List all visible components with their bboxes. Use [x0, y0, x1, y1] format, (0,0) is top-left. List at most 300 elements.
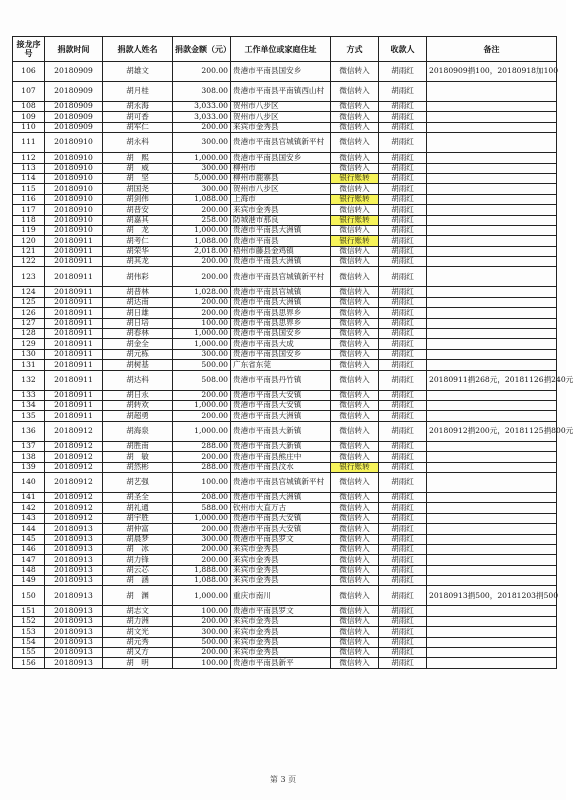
- cell-name: 胡其龙: [103, 257, 173, 267]
- table-row: [13, 153, 557, 163]
- table-row: [13, 534, 557, 544]
- cell-name: 胡可香: [103, 112, 173, 122]
- cell-method: 微信转入: [331, 400, 379, 410]
- header-receiver: 收款人: [379, 37, 427, 62]
- table-body: [13, 62, 573, 669]
- cell-address: 贵港市平南县大洲镇: [231, 411, 331, 421]
- cell-address: 贵港市平南县国安乡: [231, 329, 331, 339]
- table-row: [13, 133, 557, 153]
- cell-method: 微信转入: [331, 297, 379, 307]
- cell-address: 贵港市平南县丹竹镇: [231, 370, 331, 390]
- cell-receiver: 胡雨红: [379, 236, 427, 246]
- table-row: [13, 544, 557, 554]
- cell-no: 149: [13, 576, 45, 586]
- cell-amount: 500.00: [173, 637, 231, 647]
- cell-address: 贺州市八步区: [231, 112, 331, 122]
- cell-date: 20180910: [45, 215, 103, 225]
- cell-note: [427, 133, 557, 153]
- cell-note: [427, 555, 557, 565]
- cell-date: 20180911: [45, 318, 103, 328]
- table-row: [13, 616, 557, 626]
- cell-date: 20180911: [45, 236, 103, 246]
- table-row: [13, 421, 557, 441]
- cell-note: [427, 534, 557, 544]
- cell-method: 微信转入: [331, 555, 379, 565]
- cell-note: 20180913捐500，20181203捐500: [427, 586, 557, 606]
- cell-name: 胡 敏: [103, 452, 173, 462]
- cell-amount: 200.00: [173, 390, 231, 400]
- cell-receiver: 胡雨红: [379, 308, 427, 318]
- cell-amount: 200.00: [173, 257, 231, 267]
- cell-name: 胡海泉: [103, 421, 173, 441]
- cell-name: 胡 龙: [103, 225, 173, 235]
- table-row: [13, 173, 557, 183]
- cell-name: 胡晨梦: [103, 534, 173, 544]
- cell-method: 银行账转: [331, 173, 379, 183]
- cell-address: 广东省东莞: [231, 360, 331, 370]
- cell-address: 贵港市平南县官城镇新平村: [231, 133, 331, 153]
- cell-receiver: 胡雨红: [379, 462, 427, 472]
- cell-method: 微信转入: [331, 360, 379, 370]
- cell-no: 115: [13, 184, 45, 194]
- cell-receiver: 胡雨红: [379, 555, 427, 565]
- table-row: [13, 513, 557, 523]
- cell-name: 胡剑伟: [103, 194, 173, 204]
- cell-amount: 300.00: [173, 534, 231, 544]
- table-row: [13, 308, 557, 318]
- cell-amount: 3,033.00: [173, 102, 231, 112]
- cell-date: 20180913: [45, 637, 103, 647]
- cell-receiver: 胡雨红: [379, 62, 427, 82]
- cell-note: [427, 390, 557, 400]
- cell-name: 胡 威: [103, 163, 173, 173]
- cell-amount: 100.00: [173, 318, 231, 328]
- cell-amount: 200.00: [173, 616, 231, 626]
- cell-receiver: 胡雨红: [379, 329, 427, 339]
- table-row: [13, 194, 557, 204]
- cell-receiver: 胡雨红: [379, 297, 427, 307]
- cell-note: [427, 360, 557, 370]
- cell-address: 贵港市平南县大新镇: [231, 421, 331, 441]
- cell-note: [427, 184, 557, 194]
- cell-method: 微信转入: [331, 616, 379, 626]
- cell-no: 139: [13, 462, 45, 472]
- cell-address: 重庆市南川: [231, 586, 331, 606]
- cell-receiver: 胡雨红: [379, 194, 427, 204]
- cell-date: 20180912: [45, 492, 103, 502]
- cell-note: [427, 194, 557, 204]
- cell-note: [427, 102, 557, 112]
- cell-receiver: 胡雨红: [379, 534, 427, 544]
- cell-method: 微信转入: [331, 62, 379, 82]
- cell-address: 贵港市平南县国安乡: [231, 62, 331, 82]
- cell-no: 153: [13, 627, 45, 637]
- cell-no: 124: [13, 287, 45, 297]
- cell-address: 贵港市平南县大安镇: [231, 400, 331, 410]
- cell-amount: 100.00: [173, 472, 231, 492]
- cell-address: 贵港市平南县官城镇新平村: [231, 267, 331, 287]
- table-row: [13, 400, 557, 410]
- cell-name: 胡月桂: [103, 82, 173, 102]
- cell-receiver: 胡雨红: [379, 503, 427, 513]
- cell-no: 151: [13, 606, 45, 616]
- cell-address: 梧州市藤县金鸡镇: [231, 246, 331, 256]
- cell-method: 银行账转: [331, 236, 379, 246]
- cell-method: 微信转入: [331, 205, 379, 215]
- cell-address: 贵港市平南县大洲镇: [231, 492, 331, 502]
- cell-note: [427, 606, 557, 616]
- cell-amount: 100.00: [173, 658, 231, 668]
- cell-amount: 258.00: [173, 215, 231, 225]
- header-name: 捐款人姓名: [103, 37, 173, 62]
- cell-address: 钦州市大直万古: [231, 503, 331, 513]
- cell-address: 上海市: [231, 194, 331, 204]
- cell-address: 贵港市平南县罗文: [231, 606, 331, 616]
- header-amount: 捐款金额（元）: [173, 37, 231, 62]
- cell-method: 微信转入: [331, 472, 379, 492]
- table-row: [13, 349, 557, 359]
- cell-date: 20180912: [45, 462, 103, 472]
- cell-note: [427, 153, 557, 163]
- cell-amount: 1,000.00: [173, 339, 231, 349]
- cell-note: 20180911捐268元，20181126捐240元: [427, 370, 557, 390]
- cell-method: 微信转入: [331, 287, 379, 297]
- cell-receiver: 胡雨红: [379, 627, 427, 637]
- cell-receiver: 胡雨红: [379, 318, 427, 328]
- cell-address: 来宾市金秀县: [231, 648, 331, 658]
- cell-receiver: 胡雨红: [379, 225, 427, 235]
- cell-note: [427, 308, 557, 318]
- cell-name: 胡军仁: [103, 122, 173, 132]
- cell-note: [427, 400, 557, 410]
- cell-no: 113: [13, 163, 45, 173]
- cell-method: 微信转入: [331, 452, 379, 462]
- cell-name: 胡 冰: [103, 544, 173, 554]
- cell-name: 胡力洲: [103, 616, 173, 626]
- cell-note: [427, 576, 557, 586]
- cell-note: [427, 112, 557, 122]
- cell-no: 137: [13, 441, 45, 451]
- cell-receiver: 胡雨红: [379, 616, 427, 626]
- cell-note: [427, 544, 557, 554]
- cell-method: 微信转入: [331, 627, 379, 637]
- cell-note: [427, 462, 557, 472]
- cell-date: 20180911: [45, 339, 103, 349]
- cell-no: 109: [13, 112, 45, 122]
- cell-date: 20180910: [45, 225, 103, 235]
- cell-receiver: 胡雨红: [379, 441, 427, 451]
- cell-method: 微信转入: [331, 133, 379, 153]
- cell-no: 145: [13, 534, 45, 544]
- cell-method: 微信转入: [331, 370, 379, 390]
- cell-name: 胡国尧: [103, 184, 173, 194]
- table-header-row: [13, 37, 557, 62]
- cell-date: 20180911: [45, 246, 103, 256]
- cell-date: 20180910: [45, 205, 103, 215]
- cell-date: 20180909: [45, 82, 103, 102]
- cell-amount: 300.00: [173, 184, 231, 194]
- cell-no: 136: [13, 421, 45, 441]
- cell-date: 20180913: [45, 616, 103, 626]
- cell-name: 胡 坚: [103, 173, 173, 183]
- cell-address: 贵港市平南县大成: [231, 339, 331, 349]
- cell-name: 胡仲富: [103, 524, 173, 534]
- table-row: [13, 606, 557, 616]
- table-row: [13, 267, 557, 287]
- cell-name: 胡志文: [103, 606, 173, 616]
- cell-note: [427, 225, 557, 235]
- cell-amount: 200.00: [173, 544, 231, 554]
- cell-amount: 200.00: [173, 308, 231, 318]
- table-row: [13, 163, 557, 173]
- cell-no: 129: [13, 339, 45, 349]
- table-row: [13, 122, 557, 132]
- cell-receiver: 胡雨红: [379, 339, 427, 349]
- cell-no: 125: [13, 297, 45, 307]
- table-row: [13, 62, 557, 82]
- table-row: [13, 102, 557, 112]
- cell-receiver: 胡雨红: [379, 492, 427, 502]
- cell-no: 121: [13, 246, 45, 256]
- cell-receiver: 胡雨红: [379, 349, 427, 359]
- cell-note: [427, 411, 557, 421]
- cell-address: 来宾市金秀县: [231, 544, 331, 554]
- cell-receiver: 胡雨红: [379, 606, 427, 616]
- cell-amount: 3,033.00: [173, 112, 231, 122]
- cell-receiver: 胡雨红: [379, 122, 427, 132]
- cell-method: 微信转入: [331, 308, 379, 318]
- cell-note: [427, 122, 557, 132]
- cell-date: 20180912: [45, 472, 103, 492]
- cell-amount: 200.00: [173, 411, 231, 421]
- cell-date: 20180910: [45, 133, 103, 153]
- table-row: [13, 329, 557, 339]
- cell-date: 20180913: [45, 555, 103, 565]
- cell-receiver: 胡雨红: [379, 586, 427, 606]
- cell-date: 20180913: [45, 534, 103, 544]
- cell-amount: 1,088.00: [173, 194, 231, 204]
- table-row: [13, 492, 557, 502]
- cell-method: 微信转入: [331, 411, 379, 421]
- cell-amount: 100.00: [173, 606, 231, 616]
- table-row: [13, 627, 557, 637]
- cell-no: 130: [13, 349, 45, 359]
- cell-no: 126: [13, 308, 45, 318]
- cell-receiver: 胡雨红: [379, 452, 427, 462]
- cell-address: 贵港市平南县罗文: [231, 534, 331, 544]
- table-row: [13, 390, 557, 400]
- cell-date: 20180911: [45, 390, 103, 400]
- cell-receiver: 胡雨红: [379, 287, 427, 297]
- cell-method: 微信转入: [331, 513, 379, 523]
- cell-no: 154: [13, 637, 45, 647]
- cell-method: 微信转入: [331, 318, 379, 328]
- cell-note: [427, 173, 557, 183]
- cell-address: 防城港市那良: [231, 215, 331, 225]
- cell-no: 132: [13, 370, 45, 390]
- cell-address: 贵港市平南县大安镇: [231, 390, 331, 400]
- cell-date: 20180911: [45, 329, 103, 339]
- cell-name: 胡宇胜: [103, 513, 173, 523]
- cell-amount: 1,000.00: [173, 329, 231, 339]
- cell-receiver: 胡雨红: [379, 411, 427, 421]
- cell-no: 108: [13, 102, 45, 112]
- cell-address: 贵港市平南县平南镇西山村: [231, 82, 331, 102]
- cell-note: [427, 441, 557, 451]
- cell-amount: 5,000.00: [173, 173, 231, 183]
- cell-receiver: 胡雨红: [379, 400, 427, 410]
- cell-date: 20180911: [45, 411, 103, 421]
- header-date: 捐款时间: [45, 37, 103, 62]
- cell-note: [427, 648, 557, 658]
- cell-name: 胡元秀: [103, 637, 173, 647]
- cell-note: 20180912捐200元，20181125捐800元: [427, 421, 557, 441]
- table-row: [13, 555, 557, 565]
- cell-date: 20180913: [45, 576, 103, 586]
- cell-note: [427, 82, 557, 102]
- cell-no: 118: [13, 215, 45, 225]
- cell-name: 胡超勇: [103, 411, 173, 421]
- cell-note: [427, 637, 557, 647]
- cell-note: [427, 205, 557, 215]
- cell-method: 微信转入: [331, 606, 379, 616]
- cell-amount: 300.00: [173, 349, 231, 359]
- table-row: [13, 112, 557, 122]
- cell-receiver: 胡雨红: [379, 637, 427, 647]
- cell-name: 胡考仁: [103, 236, 173, 246]
- cell-method: 微信转入: [331, 586, 379, 606]
- cell-receiver: 胡雨红: [379, 215, 427, 225]
- cell-name: 胡圣全: [103, 492, 173, 502]
- cell-address: 贵港市平南县新平: [231, 658, 331, 668]
- cell-no: 123: [13, 267, 45, 287]
- cell-name: 胡胜南: [103, 441, 173, 451]
- cell-amount: 1,000.00: [173, 225, 231, 235]
- cell-method: 微信转入: [331, 153, 379, 163]
- cell-receiver: 胡雨红: [379, 112, 427, 122]
- cell-address: 贵港市平南县大安镇: [231, 513, 331, 523]
- table-row: [13, 441, 557, 451]
- cell-amount: 1,088.00: [173, 576, 231, 586]
- cell-amount: 300.00: [173, 627, 231, 637]
- cell-method: 微信转入: [331, 637, 379, 647]
- cell-address: 贵港市平南县汶水: [231, 462, 331, 472]
- cell-name: 胡元栋: [103, 349, 173, 359]
- cell-address: 贵港市平南县思界乡: [231, 308, 331, 318]
- cell-no: 155: [13, 648, 45, 658]
- cell-note: [427, 246, 557, 256]
- cell-note: [427, 616, 557, 626]
- cell-name: 胡 明: [103, 658, 173, 668]
- cell-date: 20180913: [45, 586, 103, 606]
- cell-amount: 200.00: [173, 524, 231, 534]
- cell-no: 146: [13, 544, 45, 554]
- cell-amount: 1,088.00: [173, 236, 231, 246]
- cell-amount: 2,018.00: [173, 246, 231, 256]
- cell-date: 20180912: [45, 452, 103, 462]
- cell-address: 来宾市金秀县: [231, 565, 331, 575]
- cell-name: 胡金全: [103, 339, 173, 349]
- header-no: 接龙序号: [13, 37, 45, 62]
- cell-address: 贵港市平南县大新镇: [231, 441, 331, 451]
- table-row: [13, 576, 557, 586]
- cell-date: 20180911: [45, 349, 103, 359]
- table-row: [13, 472, 557, 492]
- cell-receiver: 胡雨红: [379, 267, 427, 287]
- cell-address: 柳州市: [231, 163, 331, 173]
- cell-receiver: 胡雨红: [379, 246, 427, 256]
- cell-amount: 288.00: [173, 441, 231, 451]
- cell-date: 20180912: [45, 441, 103, 451]
- cell-name: 胡日培: [103, 318, 173, 328]
- cell-name: 胡春林: [103, 329, 173, 339]
- cell-name: 胡永海: [103, 102, 173, 112]
- cell-amount: 288.00: [173, 462, 231, 472]
- cell-receiver: 胡雨红: [379, 257, 427, 267]
- cell-date: 20180912: [45, 503, 103, 513]
- cell-date: 20180910: [45, 163, 103, 173]
- cell-receiver: 胡雨红: [379, 360, 427, 370]
- cell-method: 微信转入: [331, 421, 379, 441]
- cell-receiver: 胡雨红: [379, 82, 427, 102]
- table-row: [13, 637, 557, 647]
- cell-amount: 588.00: [173, 503, 231, 513]
- cell-name: 胡达科: [103, 370, 173, 390]
- cell-amount: 1,000.00: [173, 400, 231, 410]
- cell-address: 来宾市金秀县: [231, 555, 331, 565]
- cell-no: 150: [13, 586, 45, 606]
- cell-method: 微信转入: [331, 112, 379, 122]
- cell-note: [427, 215, 557, 225]
- cell-method: 微信转入: [331, 122, 379, 132]
- cell-receiver: 胡雨红: [379, 370, 427, 390]
- cell-note: 20180909捐100，20180918加100: [427, 62, 557, 82]
- cell-date: 20180911: [45, 257, 103, 267]
- cell-receiver: 胡雨红: [379, 390, 427, 400]
- cell-no: 138: [13, 452, 45, 462]
- cell-date: 20180913: [45, 544, 103, 554]
- cell-receiver: 胡雨红: [379, 163, 427, 173]
- table-row: [13, 318, 557, 328]
- cell-method: 微信转入: [331, 329, 379, 339]
- cell-no: 117: [13, 205, 45, 215]
- cell-address: 来宾市金秀县: [231, 122, 331, 132]
- cell-note: [427, 658, 557, 668]
- cell-no: 133: [13, 390, 45, 400]
- cell-address: 贵港市平南县大安镇: [231, 524, 331, 534]
- cell-date: 20180910: [45, 184, 103, 194]
- cell-date: 20180911: [45, 267, 103, 287]
- table-row: [13, 236, 557, 246]
- cell-address: 来宾市金秀县: [231, 576, 331, 586]
- cell-address: 来宾市金秀县: [231, 627, 331, 637]
- cell-method: 银行账转: [331, 194, 379, 204]
- table-row: [13, 82, 557, 102]
- cell-date: 20180909: [45, 102, 103, 112]
- cell-name: 胡 涵: [103, 576, 173, 586]
- cell-name: 胡普安: [103, 205, 173, 215]
- cell-receiver: 胡雨红: [379, 153, 427, 163]
- cell-address: 贵港市平南县官城镇: [231, 287, 331, 297]
- table-row: [13, 215, 557, 225]
- header-note: 备注: [427, 37, 557, 62]
- cell-method: 微信转入: [331, 492, 379, 502]
- cell-receiver: 胡雨红: [379, 513, 427, 523]
- table-row: [13, 257, 557, 267]
- table-row: [13, 225, 557, 235]
- table-row: [13, 565, 557, 575]
- cell-note: [427, 297, 557, 307]
